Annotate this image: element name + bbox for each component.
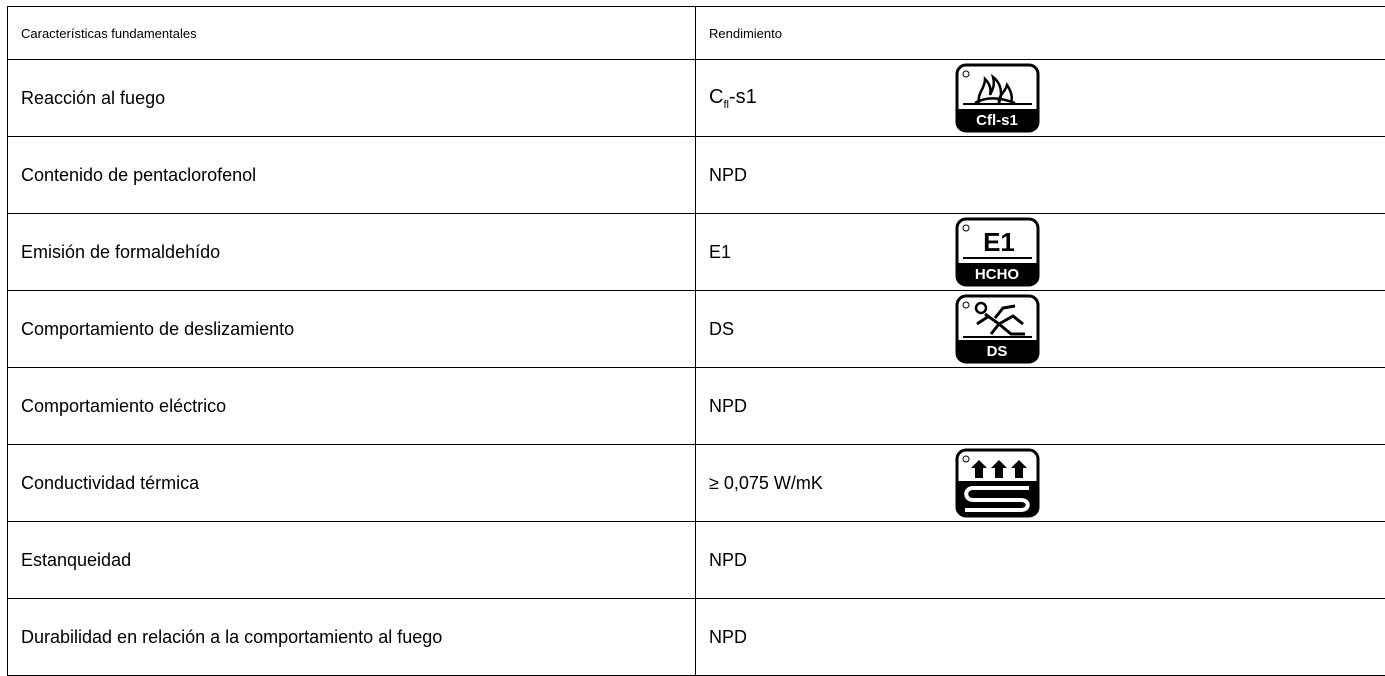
characteristic-cell: Emisión de formaldehído: [8, 214, 696, 291]
svg-text:HCHO: HCHO: [975, 266, 1019, 283]
slip-resistance-ds-icon: [955, 294, 1040, 364]
value-cell: E1 E1 HCHO: [696, 214, 1385, 291]
table-row: [8, 291, 1385, 368]
value-cell: ≥ 0,075 W/mK: [696, 445, 1385, 522]
svg-text:Cfl-s1: Cfl-s1: [976, 112, 1018, 129]
characteristic-cell: Reacción al fuego: [8, 60, 696, 137]
fire-class-value: $C_{fl}-s1$: [709, 86, 757, 111]
value-cell: [696, 60, 1385, 137]
characteristic-cell: Comportamiento eléctrico: [8, 368, 696, 445]
value-cell: NPD: [696, 522, 1385, 599]
table-row: [8, 599, 1385, 676]
table-row: [8, 214, 1385, 291]
value-cell: DS DS: [696, 291, 1385, 368]
table-row: [8, 137, 1385, 214]
value-cell: NPD: [696, 368, 1385, 445]
value-cell: NPD: [696, 599, 1385, 676]
characteristic-cell: Estanqueidad: [8, 522, 696, 599]
characteristic-cell: Contenido de pentaclorofenol: [8, 137, 696, 214]
table-header-row: [8, 7, 1385, 60]
characteristic-cell: Comportamiento de deslizamiento: [8, 291, 696, 368]
formaldehyde-e1-icon: [955, 217, 1040, 287]
svg-text:E1: E1: [983, 227, 1015, 257]
table-row: [8, 60, 1385, 137]
header-performance: Rendimiento: [696, 7, 1385, 60]
table-row: [8, 368, 1385, 445]
value-cell: NPD: [696, 137, 1385, 214]
fire-reaction-cfl-s1-icon: [955, 63, 1040, 133]
characteristic-cell: Conductividad térmica: [8, 445, 696, 522]
table-row: [8, 445, 1385, 522]
thermal-conductivity-icon: [955, 448, 1040, 518]
header-characteristics: Características fundamentales: [8, 7, 696, 60]
characteristic-cell: Durabilidad en relación a la comportamiento al fuego: [8, 599, 696, 676]
performance-table: [7, 6, 1385, 676]
svg-text:DS: DS: [987, 343, 1008, 360]
table-row: [8, 522, 1385, 599]
